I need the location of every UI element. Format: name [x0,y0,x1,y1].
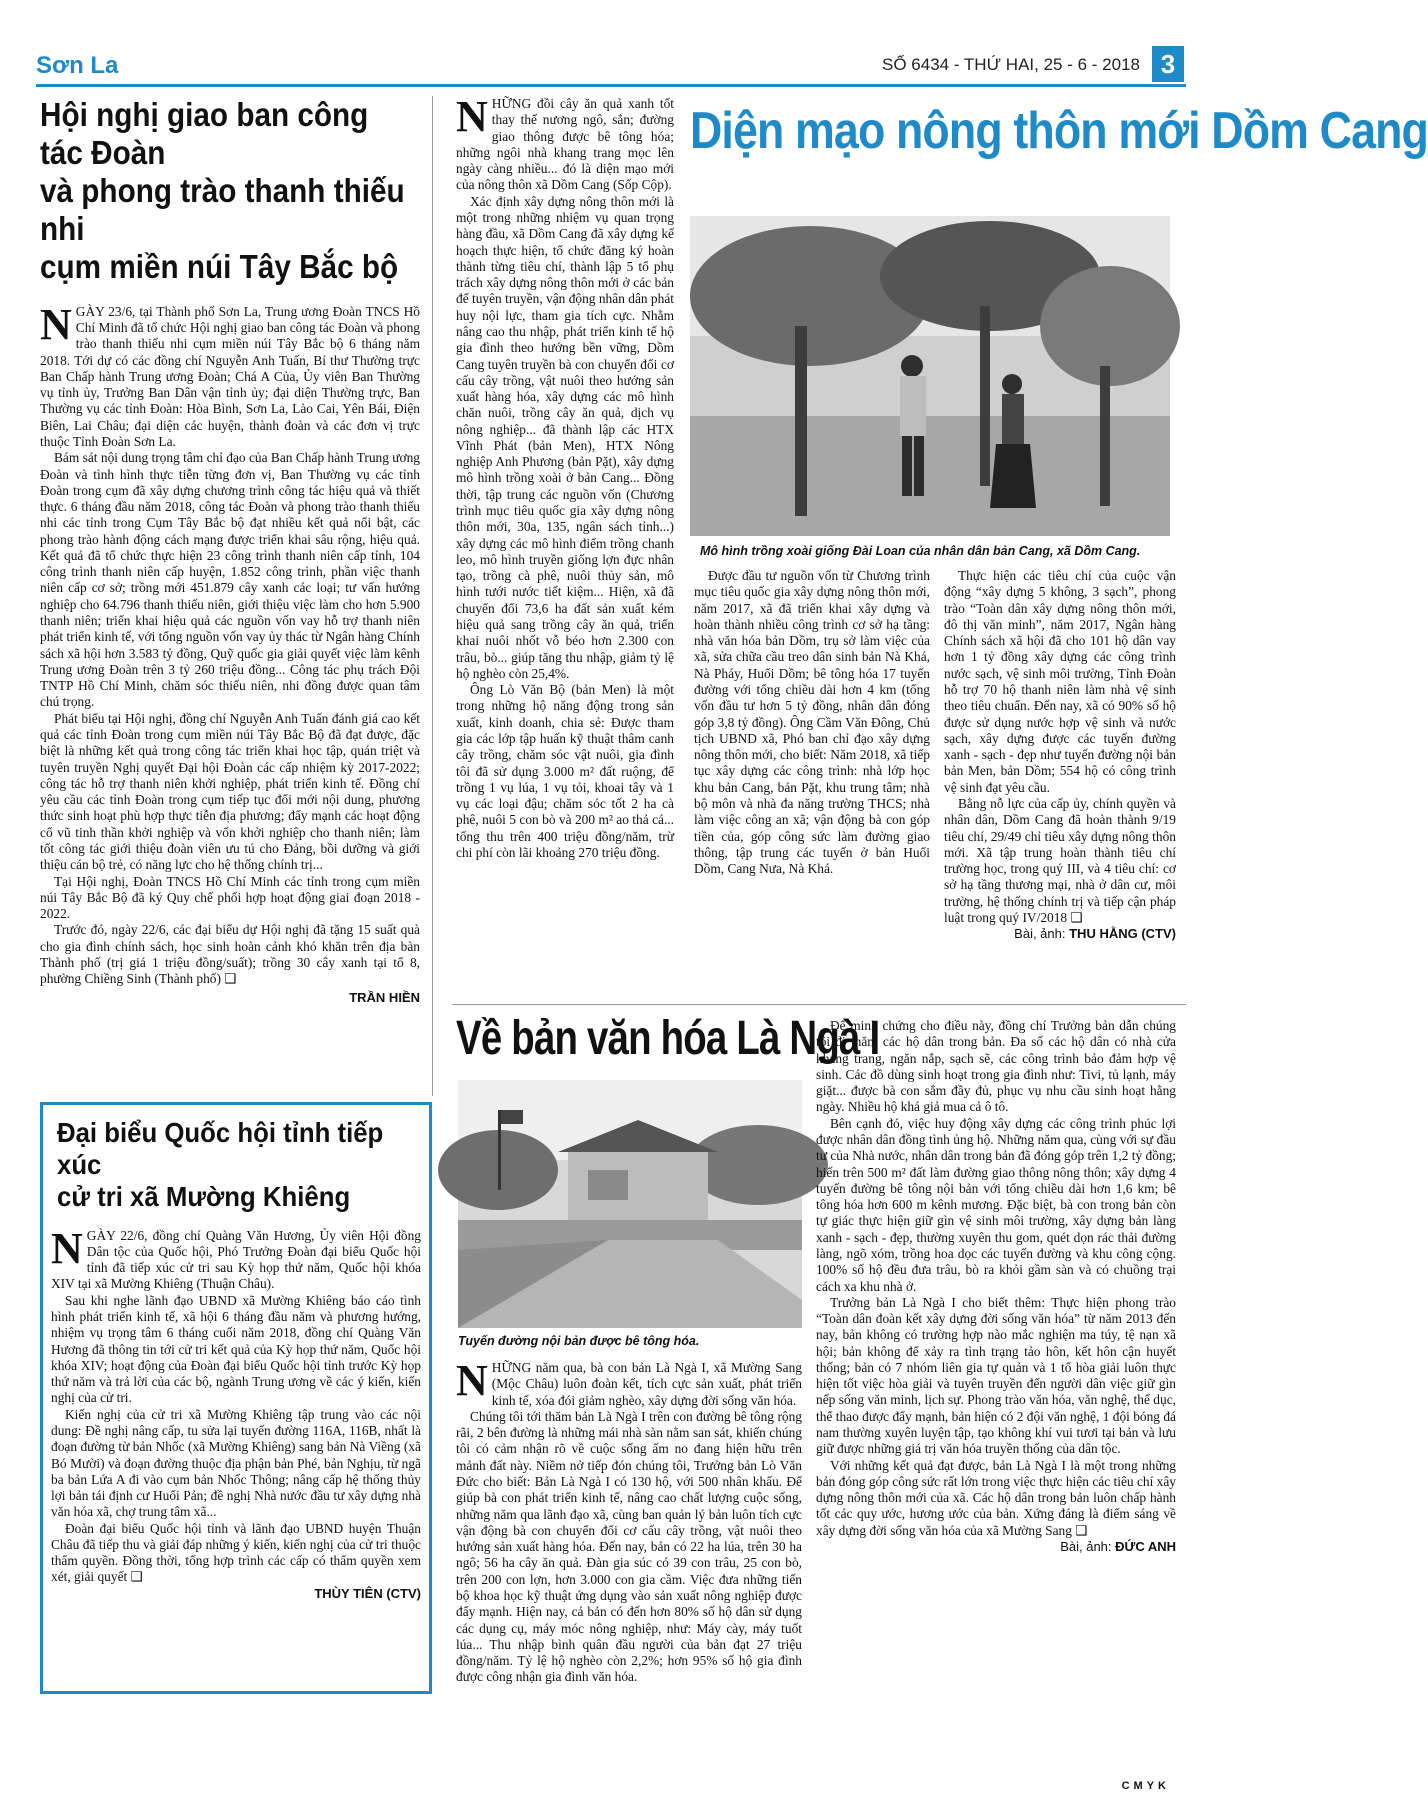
photo-village-caption: Tuyến đường nội bản được bê tông hóa. [458,1334,700,1348]
dropcap: N [40,299,72,349]
dropcap: N [51,1223,83,1273]
article-langa-byline: Bài, ảnh: ĐỨC ANH [1060,1539,1176,1554]
article-domcang-byline: Bài, ảnh: THU HẰNG (CTV) [1014,926,1176,942]
cmyk-marker: CMYK [1121,1780,1170,1792]
section-name: Sơn La [36,52,119,79]
article-conference-byline: TRẦN HIỀN [349,989,420,1005]
mango-orchard-image [690,216,1170,536]
horizontal-divider [452,1004,1186,1005]
article-domcang-body-col3: Thực hiện các tiêu chí của cuộc vận động “xây dựng 5 không, 3 sạch”, phong trào “Toàn dân xây dựng nông thôn mới, đô thị văn minh”, năm 2017, Ngân hàng Chính sách xã hội đã cho 101 hộ dân vay hơn 1 tỷ đồng xây dựng các công trình nước sạch, vệ sinh môi trường, Tỉnh Đoàn hỗ trợ 70 hộ thanh niên làm nhà vệ sinh theo tiêu chuẩn. Đến nay, xã có 90% số hộ được sử dụng nước hợp vệ sinh và nước sạch, xây dựng được các tuyến đường xanh - sạch - đẹp như tuyến đường nội bản bản Men, bản Dồm; 554 hộ có công trình vệ sinh đạt yêu cầu. Bằng nỗ lực của cấp ủy, chính quyền và nhân dân, Dồm Cang đã hoàn thành 9/19 tiêu chí, 29/49 chỉ tiêu xây dựng nông thôn mới. Xã tập trung hoàn thành tiêu chí trường học, trong quý III, và 4 tiêu chí: cơ sở hạ tầng thương mại, nhà ở dân cư, môi trường, hệ thống chính trị và tiếp cận pháp luật trong quý IV/2018 ❑ Bài, ảnh: THU HẰNG (CTV) [944,568,1176,942]
article-assembly-byline: THÙY TIÊN (CTV) [314,1585,421,1601]
issue-info: SỐ 6434 - THỨ HAI, 25 - 6 - 2018 [882,55,1140,74]
article-domcang-body-col1: NHỮNG đồi cây ăn quả xanh tốt thay thế nương ngô, sắn; đường giao thông được bê tông hóa; những ngôi nhà khang trang mọc lên ngày càng nhiều... đó là diện mạo mới của nông thôn xã Dồm Cang (Sốp Cộp). Xác định xây dựng nông thôn mới là một trong những nhiệm vụ quan trọng hàng đầu, xã Dồm Cang đã xây dựng kế hoạch thực hiện, tổ chức đăng ký hoàn thành từng tiêu chí, thành lập 5 tổ phụ trách xây dựng nông thôn mới ở các bản để tuyên truyền, vận động nhân dân phát huy nội lực, tham gia tích cực. Nhằm nâng cao thu nhập, phát triển kinh tế hộ gia đình theo hướng bền vững, Dồm Cang tuyên truyền bà con chuyển đổi cơ cấu cây trồng, vật nuôi theo hướng sản xuất hàng hóa, xây dựng các mô hình chăn nuôi, trồng cây ăn quả, dịch vụ nông nghiệp... đã thành lập các HTX Vĩnh Phát (bản Men), HTX Nông nghiệp Anh Phương (bản Pặt), xây dựng mô hình trồng xoài ở bản Cang... Đồng thời, tập trung các nguồn vốn (Chương trình mục tiêu quốc gia xây dựng nông thôn mới, 30a, 135, ngân sách tỉnh...) xây dựng các mô hình điểm trồng chanh leo, mô hình truyền giống lợn đực nhân tạo, trồng cà phê, nuôi thủy sản, mô hình tưới nước tiết kiệm... Hiện, xã đã chuyển đổi 73,6 ha đất sản xuất kém hiệu quả sang trồng cây ăn quả, triển khai nuôi nhốt vỗ béo hơn 2.300 con trâu, bò... giúp tăng thu nhập, giảm tỷ lệ hộ nghèo còn 25,4%. Ông Lò Văn Bộ (bản Men) là một trong những hộ năng động trong sản xuất, kinh doanh, chia sẻ: Được tham gia các lớp tập huấn kỹ thuật thâm canh cây trồng, chăm sóc vật nuôi, gia đình tôi đã sử dụng 3.000 m² đất ruộng, để trồng 1 vụ lúa, 1 vụ tỏi, khoai tây và 1 vụ các loại đậu; chăm sóc tốt 2 ha cà phê, nuôi 5 con bò và 200 m² ao thả cá... tổng thu trên 400 triệu đồng/năm, trừ chi phí còn lãi khoảng 270 triệu đồng. [456,92,674,860]
article-assembly-body: NGÀY 22/6, đồng chí Quàng Văn Hương, Ủy viên Hội đồng Dân tộc của Quốc hội, Phó Trưởng Đoàn đại biểu Quốc hội tỉnh đã tiếp xúc cử tri sau Kỳ họp thứ năm, Quốc hội khóa XIV tại xã Mường Khiêng (Thuận Châu). Sau khi nghe lãnh đạo UBND xã Mường Khiêng báo cáo tình hình phát triển kinh tế, xã hội 6 tháng đầu năm và phương hướng, nhiệm vụ trọng tâm 6 tháng cuối năm 2018, đồng chí Quàng Văn Hương đã thông tin tới cử tri kết quả của Kỳ họp thứ năm, Quốc hội khóa XIV; hoạt động của Đoàn đại biểu Quốc hội tỉnh trước Kỳ họp thứ năm và trả lời của các bộ, ngành Trung ương về các ý kiến, kiến nghị của cử tri. Kiến nghị của cử tri xã Mường Khiêng tập trung vào các nội dung: Đề nghị nâng cấp, tu sửa lại tuyến đường 116A, 116B, nhất là đoạn đường từ bản Nhốc (xã Mường Khiêng) sang bản Nà Viềng (xã Bó Mười) và đoạn đường thuộc địa phận bản Phé, bản Nghịu, từ ngã ba bản Lứa A đi vào cụm bản Nhốc Thông; nâng cấp hệ thống thủy lợi bản tái định cư Huổi Pản; đề nghị Nhà nước đầu tư xây dựng nhà văn hóa xã, chợ trung tâm xã... Đoàn đại biểu Quốc hội tỉnh và lãnh đạo UBND huyện Thuận Châu đã tiếp thu và giải đáp những ý kiến, kiến nghị của cử tri thuộc thẩm quyền. Đồng thời, tổng hợp trình các cấp có thẩm quyền xem xét, giải quyết ❑ [51,1223,421,1585]
dropcap: N [456,1356,488,1405]
article-assembly-box [40,1102,432,1694]
article-conference-body: NGÀY 23/6, tại Thành phố Sơn La, Trung ương Đoàn TNCS Hồ Chí Minh đã tổ chức Hội nghị giao ban công tác Đoàn và phong trào thanh thiếu nhi cụm miền núi Tây Bắc bộ 6 tháng năm 2018. Tới dự có các đồng chí Nguyễn Anh Tuấn, Bí thư Thường trực Ban Chấp hành Trung ương Đoàn; Chá A Của, Ủy viên Ban Thường vụ tỉnh ủy, Trưởng Ban Dân vận tỉnh ủy; đại diện Thường trực, Ban Thường vụ các tỉnh Đoàn: Hòa Bình, Sơn La, Lào Cai, Yên Bái, Điện Biên, Lai Châu; đại diện các huyện, thành đoàn và các đơn vị trực thuộc Tỉnh Đoàn Sơn La. Bám sát nội dung trọng tâm chỉ đạo của Ban Chấp hành Trung ương Đoàn và tình hình thực tiễn từng đơn vị, Ban Thường vụ các tỉnh Đoàn trong cụm đã xây dựng chương trình công tác hiệu quả và thiết thực. 6 tháng đầu năm 2018, công tác Đoàn và phong trào thanh thiếu nhi các tỉnh trong Cụm Tây Bắc bộ đạt nhiều kết quả nổi bật, các phong trào hành động cách mạng được triển khai sâu rộng, hiệu quả. Kết quả đã tổ chức thực hiện 23 công trình thanh niên cấp tỉnh, 104 công trình thanh niên cấp huyện, 1.852 công trình, phần việc thanh niên cấp cơ sở; trồng mới 451.879 cây xanh các loại; tư vấn hướng nghiệp cho 64.796 thanh thiếu niên, giới thiệu việc làm cho hơn 5.900 thanh niên; triển khai hiệu quả các nguồn vốn vay hỗ trợ thanh niên phát triển kinh tế, với tổng nguồn vốn vay ủy thác từ Ngân hàng Chính sách xã hội hơn 3.583 tỷ đồng, Quỹ quốc gia giải quyết việc làm kênh Trung ương Đoàn trên 3 tỷ 260 triệu đồng... Công tác phụ trách Đội TNTP Hồ Chí Minh, chăm sóc thiếu niên, nhi đồng được quan tâm chú trọng. Phát biểu tại Hội nghị, đồng chí Nguyễn Anh Tuấn đánh giá cao kết quả các tỉnh Đoàn trong cụm miền núi Tây Bắc Bộ đã đạt được, đặc biệt là những kết quả trong công tác triển khai học tập, quán triệt và tuyên truyền Nghị quyết Đại hội Đoàn các cấp nhiệm kỳ 2017-2022; công tác hỗ trợ thanh niên khởi nghiệp, phát triển kinh tế. Đồng chí yêu cầu các tỉnh Đoàn trong cụm tiếp tục đổi mới nội dung, phương thức sinh hoạt phù hợp thực tiễn địa phương; đẩy mạnh các hoạt động cổ vũ tinh thần khởi nghiệp và vốn khởi nghiệp cho thanh niên; làm tốt công tác giới thiệu đoàn viên ưu tú cho Đảng, bồi dưỡng và giới thiệu cán bộ trẻ, có năng lực cho hệ thống chính trị... Tại Hội nghị, Đoàn TNCS Hồ Chí Minh các tỉnh trong cụm miền núi Tây Bắc Bộ đã ký Quy chế phối hợp hoạt động giai đoạn 2018 - 2022. Trước đó, ngày 22/6, các đại biểu dự Hội nghị đã tặng 15 suất quà cho gia đình chính sách, học sinh hoàn cảnh khó khăn trên địa bàn Thành phố (trị giá 1 triệu đồng/suất); trồng 30 cây xanh tại tổ 8, phường Chiềng Sinh (Thành phố) ❑ [40,299,420,987]
header-rule [36,84,1186,87]
article-domcang-col1 [456,92,674,861]
village-road-image [458,1080,802,1328]
article-conference-title: Hội nghị giao ban công tác Đoàn và phong trào thanh thiếu nhi cụm miền núi Tây Bắc bộ [40,96,405,285]
photo-village-road [458,1080,802,1328]
article-domcang-title: Diện mạo nông thôn mới Dồm Cang [690,102,1428,160]
dropcap: N [456,92,488,141]
article-conference [40,96,420,1005]
article-langa-body-col2: Để minh chứng cho điều này, đồng chí Trưởng bản dẫn chúng tôi đi thăm các hộ dân trong bản. Đa số các hộ dân có nhà cửa khang trang, ngăn nắp, sạch sẽ, các công trình bảo đảm hợp vệ sinh. Các đồ dùng sinh hoạt trong gia đình như: Tivi, tủ lạnh, máy giặt... được bà con sắm đầy đủ, phục vụ nhu cầu sinh hoạt hằng ngày. Nhiều hộ khá giả mua cả ô tô. Bên cạnh đó, việc huy động xây dựng các công trình phúc lợi được nhân dân đồng tình ủng hộ. Những năm qua, cùng với sự đầu tư của Nhà nước, nhân dân trong bản đã đóng góp trên 1,2 tỷ đồng; hiến trên 500 m² đất làm đường giao thông nông thôn; xây dựng 4 tuyến đường bê tông nội bản với tổng chiều dài hơn 1,6 km; bê tông hóa hơn 600 m kênh mương. Đặc biệt, bà con trong bản còn tự giác thực hiện giữ gìn vệ sinh môi trường, xây dựng bản làng xanh - sạch - đẹp, thường xuyên thu gom, quét dọn rác thải đường làng, ngõ xóm, trồng hoa dọc các tuyến đường và khu công cộng. 100% số hộ đều đưa trâu, bò ra khỏi gầm sàn và có chuồng trại cách xa khu nhà ở. Trưởng bản Là Ngà I cho biết thêm: Thực hiện phong trào “Toàn dân đoàn kết xây dựng đời sống văn hóa” từ năm 2013 đến nay, bản không có trường hợp nào mắc nghiện ma túy, tệ nạn xã hội; bản không để xảy ra tình trạng tảo hôn, kết hôn cận huyết thống; bản có 7 nhóm liên gia tự quản và 1 tổ hòa giải luôn thực hiện tốt việc hòa giải và tuyên truyền đến người dân việc giữ gìn nếp sống văn minh, lịch sự. Phong trào văn hóa, văn nghệ, thể dục, thể thao được đẩy mạnh, bản hiện có 2 đội văn nghệ, 1 đội bóng đá nam thường xuyên luyện tập, tạo không khí vui tươi tại bản và lưu giữ được những giá trị văn hóa truyền thống của dân tộc. Với những kết quả đạt được, bản Là Ngà I là một trong những bản đóng góp công sức rất lớn trong việc thực hiện các tiêu chí xây dựng nông thôn mới của xã. Các hộ dân trong bản luôn chấp hành tốt các quy ước, hương ước của bản. Xứng đáng là điểm sáng về xây dựng đời sống văn hóa của xã Mường Sang ❑ Bài, ảnh: ĐỨC ANH [816,1018,1177,1554]
page-number: 3 [1152,46,1184,82]
article-langa-title: Về bản văn hóa Là Ngà I [456,1012,880,1065]
article-langa-body-col1: NHỮNG năm qua, bà con bản Là Ngà I, xã Mường Sang (Mộc Châu) luôn đoàn kết, tích cực sản xuất, phát triển kinh tế, xóa đói giảm nghèo, xây dựng đời sống văn hóa. Chúng tôi tới thăm bản Là Ngà I trên con đường bê tông rộng rãi, 2 bên đường là những mái nhà sàn nằm san sát, khiến chúng tôi có cảm nhận rõ về cuộc sống ấm no đang hiện hữu trên mảnh đất này. Niềm nở tiếp đón chúng tôi, Trưởng bản Lò Văn Đức cho biết: Bản Là Ngà I có 130 hộ, với 500 nhân khẩu. Để giúp bà con phát triển kinh tế, nâng cao chất lượng cuộc sống, những năm qua lãnh đạo xã, cùng ban quản lý bản luôn tích cực vận động bà con chuyển đổi cơ cấu cây trồng, vật nuôi theo hướng sản xuất hàng hóa. Đến nay, bản có 22 ha lúa, trên 30 ha ngô; 56 ha cây ăn quả. Đàn gia súc có 39 con trâu, 25 con bò, trên 200 con lợn, hơn 3.000 con gia cầm. Việc đưa những tiến bộ khoa học kỹ thuật ứng dụng vào sản xuất nông nghiệp được đẩy mạnh. Hiện nay, cả bản có đến hơn 80% số hộ dân sử dụng các dụng cụ, máy móc nông nghiệp, như: Máy cày, máy tuốt lúa... Thu nhập bình quân đầu người của bản đạt 27 triệu đồng/năm. Tỷ lệ hộ nghèo còn 2,2%; hơn 95% số hộ gia đình được công nhận gia đình văn hóa. [456,1356,802,1685]
article-assembly-title: Đại biểu Quốc hội tỉnh tiếp xúc cử tri xã Mường Khiêng [57,1117,384,1213]
article-domcang-body-col2: Được đầu tư nguồn vốn từ Chương trình mục tiêu quốc gia xây dựng nông thôn mới, năm 2017, xã đã triển khai xây dựng và hoàn thành nhiều công trình cơ sở hạ tầng: nhà văn hóa bản Dồm, trụ sở làm việc của xã, sửa chữa cầu treo dân sinh bản Nà Khá, Nà Pháy, Huổi Dồm; bê tông hóa 17 tuyến đường với tổng chiều dài hơn 4 km (tổng vốn đầu tư hơn 5 tỷ đồng, nhân dân đóng góp 3,8 tỷ đồng). Ông Cầm Văn Đông, Chủ tịch UBND xã, Phó ban chỉ đạo xây dựng nông thôn mới, cho biết: Năm 2018, xã tiếp tục xây dựng các công trình: nhà lớp học khu bản Cang, bản Pặt, khu trung tâm; nhà bộ môn và nhà đa năng trường THCS; nhà làm việc công an xã; vận động bà con góp tiền của, góp công sức làm đường giao thông, tập trung các tuyến ở bản Huổi Dồm, Cang Nưa, Nà Khá. [694,568,930,877]
photo-mango-caption: Mô hình trồng xoài giống Đài Loan của nhân dân bản Cang, xã Dồm Cang. [700,544,1141,558]
column-divider [432,96,433,1096]
photo-mango-orchard [690,216,1170,536]
